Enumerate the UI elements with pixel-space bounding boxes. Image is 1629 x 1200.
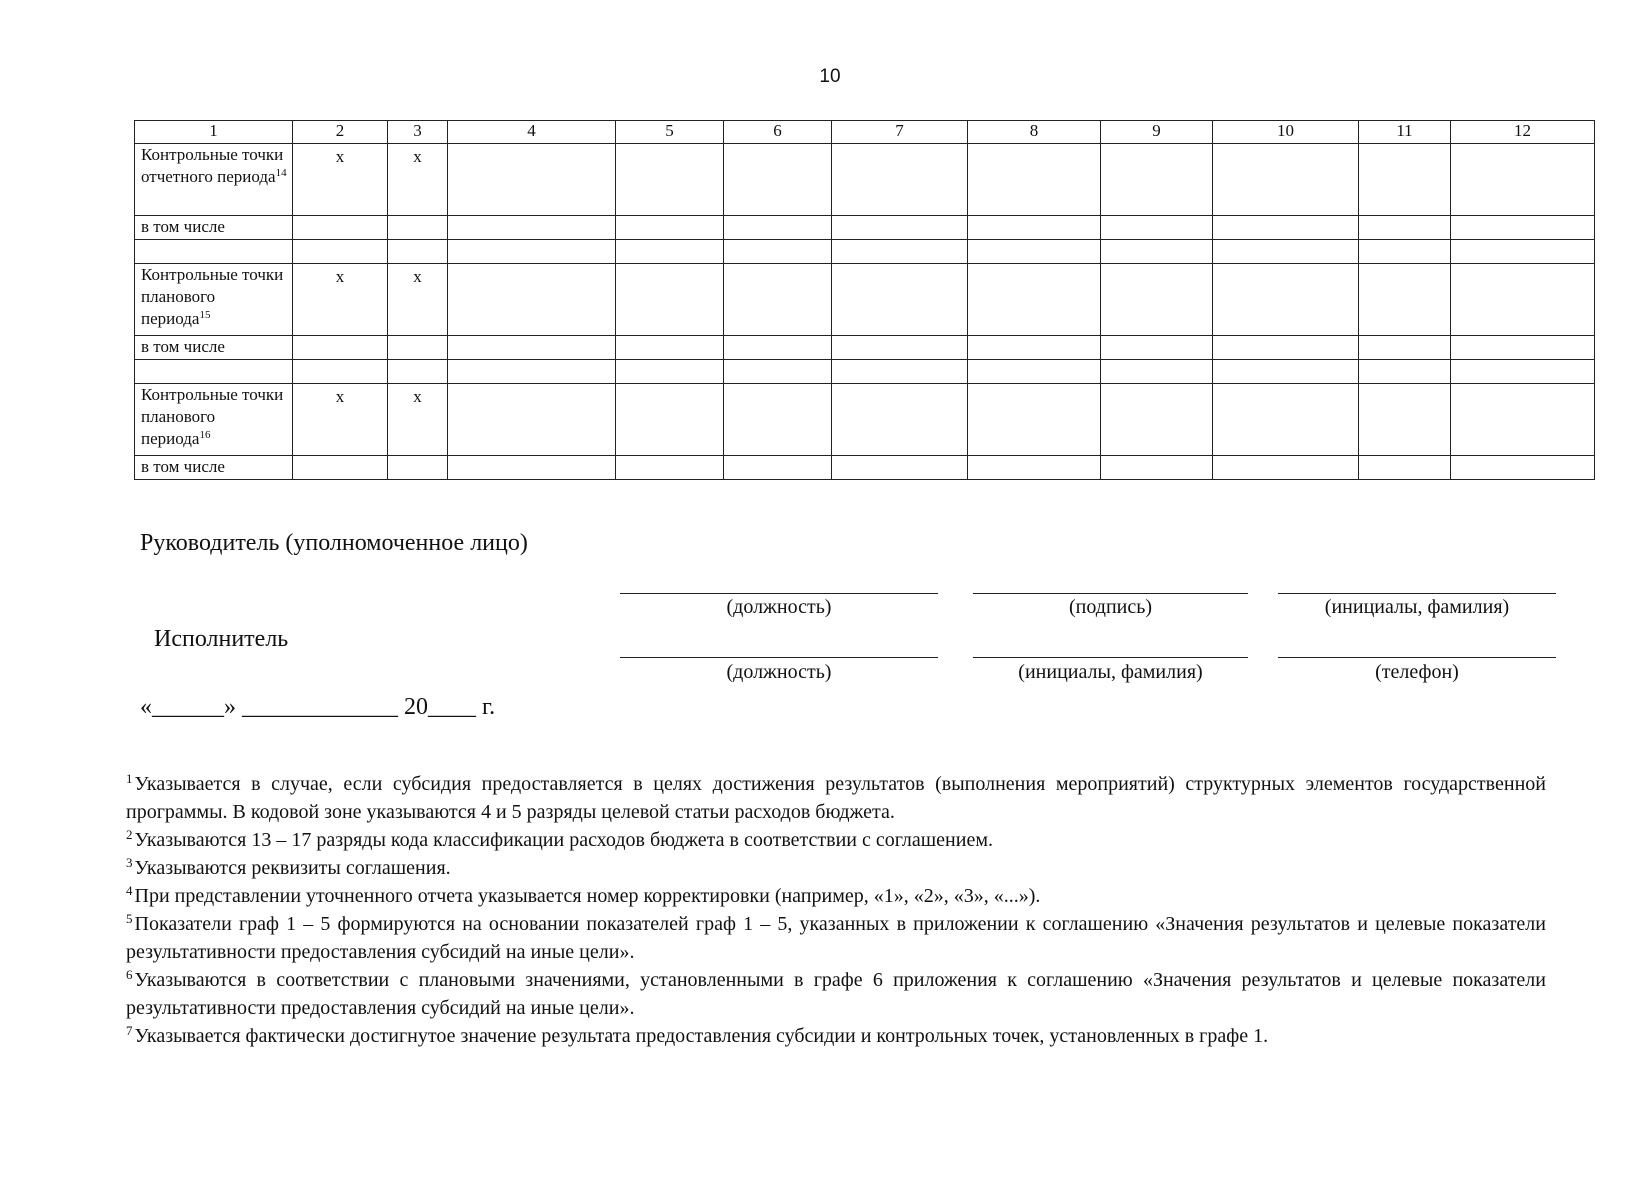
footnote-ref: 15 [199,309,211,321]
footnotes [126,770,1546,1050]
x-mark: х [293,384,388,456]
head-name-caption: (инициалы, фамилия) [1324,596,1510,618]
table-header-row [135,121,1595,144]
column-header: 9 [1101,121,1213,144]
executor-name-caption: (инициалы, фамилия) [1018,661,1203,683]
column-header: 12 [1451,121,1595,144]
page-number: 10 [819,66,841,87]
row-label: Контрольные точки планового периода$^{16}$ [135,384,293,456]
column-header: 11 [1359,121,1451,144]
column-header: 4 [448,121,616,144]
signature-line [1278,657,1556,658]
column-header: 3 [388,121,448,144]
column-header: 6 [724,121,832,144]
executor-title: Исполнитель [154,626,289,652]
row-label: Контрольные точки планового периода$^{15}$ [135,264,293,336]
x-mark: х [293,264,388,336]
row-sublabel: в том числе [135,216,293,240]
signature-line [620,593,938,594]
table-row [135,360,1595,384]
footnote-ref: 16 [199,429,211,441]
head-title: Руководитель (уполномоченное лицо) [140,530,528,556]
table-row [135,240,1595,264]
column-header: 7 [832,121,968,144]
table-row [135,144,1595,216]
head-signature-caption: (подпись) [1068,596,1153,618]
table-row [135,456,1595,480]
footnote: $^2$ Указываются 13 – 17 разряды кода классификации расходов бюджета в соответствии с соглашением. [126,827,993,851]
x-mark: х [293,144,388,216]
footnote: $^6$ Указываются в соответствии с плановыми значениями, установленными в графе 6 приложения к соглашению «Значения результатов и целевые показатели результативности предоставления субсидий на иные цели». [126,967,1546,1019]
x-mark: х [388,264,448,336]
row-sublabel: в том числе [135,456,293,480]
footnote: $^3$ Указываются реквизиты соглашения. [126,855,451,879]
executor-position-caption: (должность) [726,661,832,683]
footnote: $^7$ Указывается фактически достигнутое значение результата предоставления субсидии и контрольных точек, установленных в графе 1. [126,1023,1269,1047]
x-mark: х [388,144,448,216]
column-header: 8 [968,121,1101,144]
column-header: 2 [293,121,388,144]
column-header: 5 [616,121,724,144]
date-line: «______» _____________ 20____ г. [140,694,496,720]
head-position-caption: (должность) [726,596,832,618]
footnote: $^4$ При представлении уточненного отчета указывается номер корректировки (например, «1», «2», «3», «...»). [126,883,1041,907]
table-row [135,264,1595,336]
signature-line [973,593,1248,594]
table-row [135,336,1595,360]
footnote: $^1$ Указывается в случае, если субсидия предоставляется в целях достижения результатов (выполнения мероприятий) структурных элементов государственной программы. В кодовой зоне указываются 4 и 5 разряды целевой статьи расходов бюджета. [126,771,1546,823]
executor-phone-caption: (телефон) [1375,661,1459,683]
signature-line [973,657,1248,658]
footnote: $^5$ Показатели граф 1 – 5 формируются на основании показателей граф 1 – 5, указанных в приложении к соглашению «Значения результатов и целевые показатели результативности предоставления субсидий на иные цели». [126,911,1546,963]
column-header: 1 [135,121,293,144]
x-mark: х [388,384,448,456]
row-sublabel: в том числе [135,336,293,360]
signature-line [620,657,938,658]
footnote-ref: 14 [275,167,287,179]
row-label: Контрольные точки отчетного периода$^{14}$ [135,144,293,216]
report-table [134,120,1595,480]
signature-line [1278,593,1556,594]
table-row [135,384,1595,456]
column-header: 10 [1213,121,1359,144]
table-row [135,216,1595,240]
